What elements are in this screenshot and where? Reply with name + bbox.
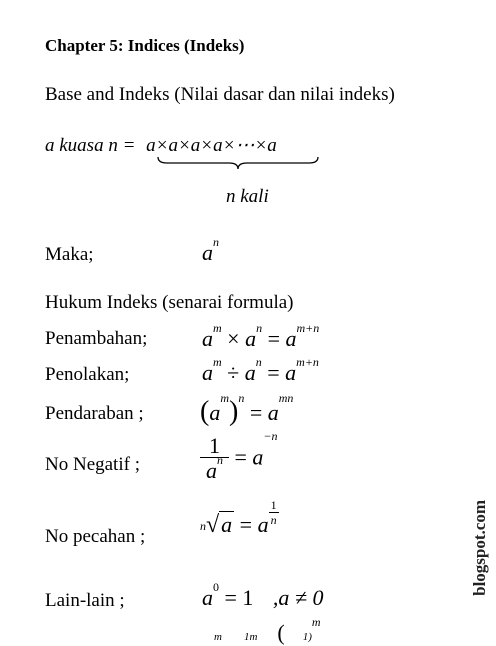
definition-lhs: a kuasa n =: [45, 135, 136, 156]
law-formula: n√a = a $\frac{1}{n}$: [200, 497, 277, 538]
definition-under: n kali: [226, 186, 269, 207]
definition-product: a×a×a×a×⋯×a: [146, 135, 277, 156]
law-formula: $a^m \div a^n = a^{m+n}$: [202, 355, 319, 385]
maka-label: Maka;: [45, 244, 94, 265]
law-formula: $(a^m)^n = a^{mn}$: [200, 391, 294, 427]
law-formula: $a^m \times a^n = a^{m+n}$: [202, 321, 320, 351]
law-formula: $\frac{1}{a^n}$ = $a^{-n}$: [200, 434, 278, 484]
definition-line: [45, 134, 277, 157]
law-label: No pecahan ;: [45, 526, 146, 547]
laws-heading: Hukum Indeks (senarai formula): [45, 292, 294, 313]
law-label: Pendaraban ;: [45, 403, 144, 424]
cutoff-row: m 1m ( 1)$^m$: [214, 615, 321, 645]
section-subtitle: Base and Indeks (Nilai dasar dan nilai indeks): [45, 84, 395, 105]
maka-expression: $a^n$: [202, 235, 219, 265]
law-formula: $a^0 = 1$ ,a ≠ 0: [202, 580, 324, 610]
underbrace: [157, 156, 319, 170]
page-title: Chapter 5: Indices (Indeks): [45, 36, 245, 55]
law-label: Penolakan;: [45, 364, 130, 385]
law-label: Penambahan;: [45, 328, 148, 349]
law-label: Lain-lain ;: [45, 590, 125, 611]
watermark: blogspot.com: [470, 500, 489, 596]
law-label: No Negatif ;: [45, 454, 140, 475]
